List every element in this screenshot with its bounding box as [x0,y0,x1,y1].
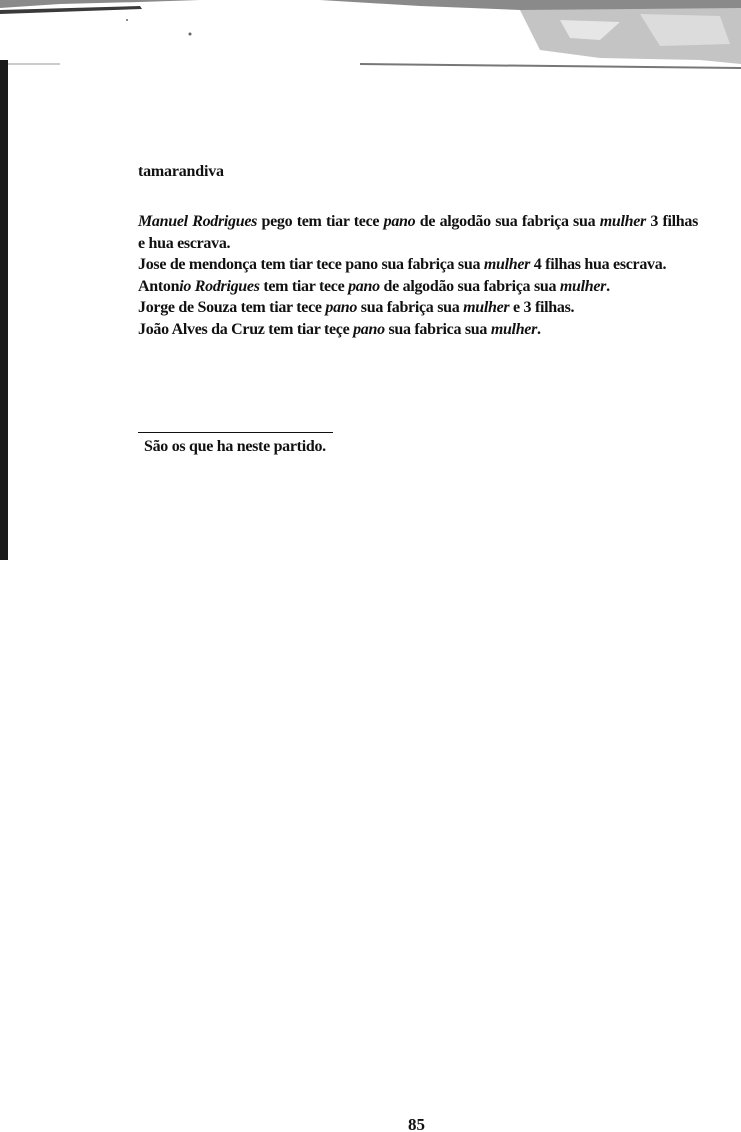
list-item: Jorge de Souza tem tiar tece pano sua fabriça sua mulher e 3 filhas. [138,299,575,316]
footnote: São os que ha neste partido. [144,438,326,455]
list-item: Jose de mendonça tem tiar tece pano sua fabriça sua mulher 4 filhas hua escrava. [138,256,667,273]
list-item: Manuel Rodrigues pego tem tiar tece pano de algodão sua fabriça sua mulher 3 filhas e hua escrava. [138,213,698,252]
list-item: Antonio Rodrigues tem tiar tece pano de algodão sua fabriça sua mulher. [138,277,610,295]
scan-edge-artifact [0,0,741,70]
list-item: João Alves da Cruz tem tiar teçe pano sua fabrica sua mulher. [138,320,541,338]
entry-list [138,211,698,340]
section-heading: tamarandiva [138,163,224,180]
page-number: 85 [408,1115,425,1132]
scan-binding-shadow [0,60,8,560]
footnote-rule [138,432,333,433]
